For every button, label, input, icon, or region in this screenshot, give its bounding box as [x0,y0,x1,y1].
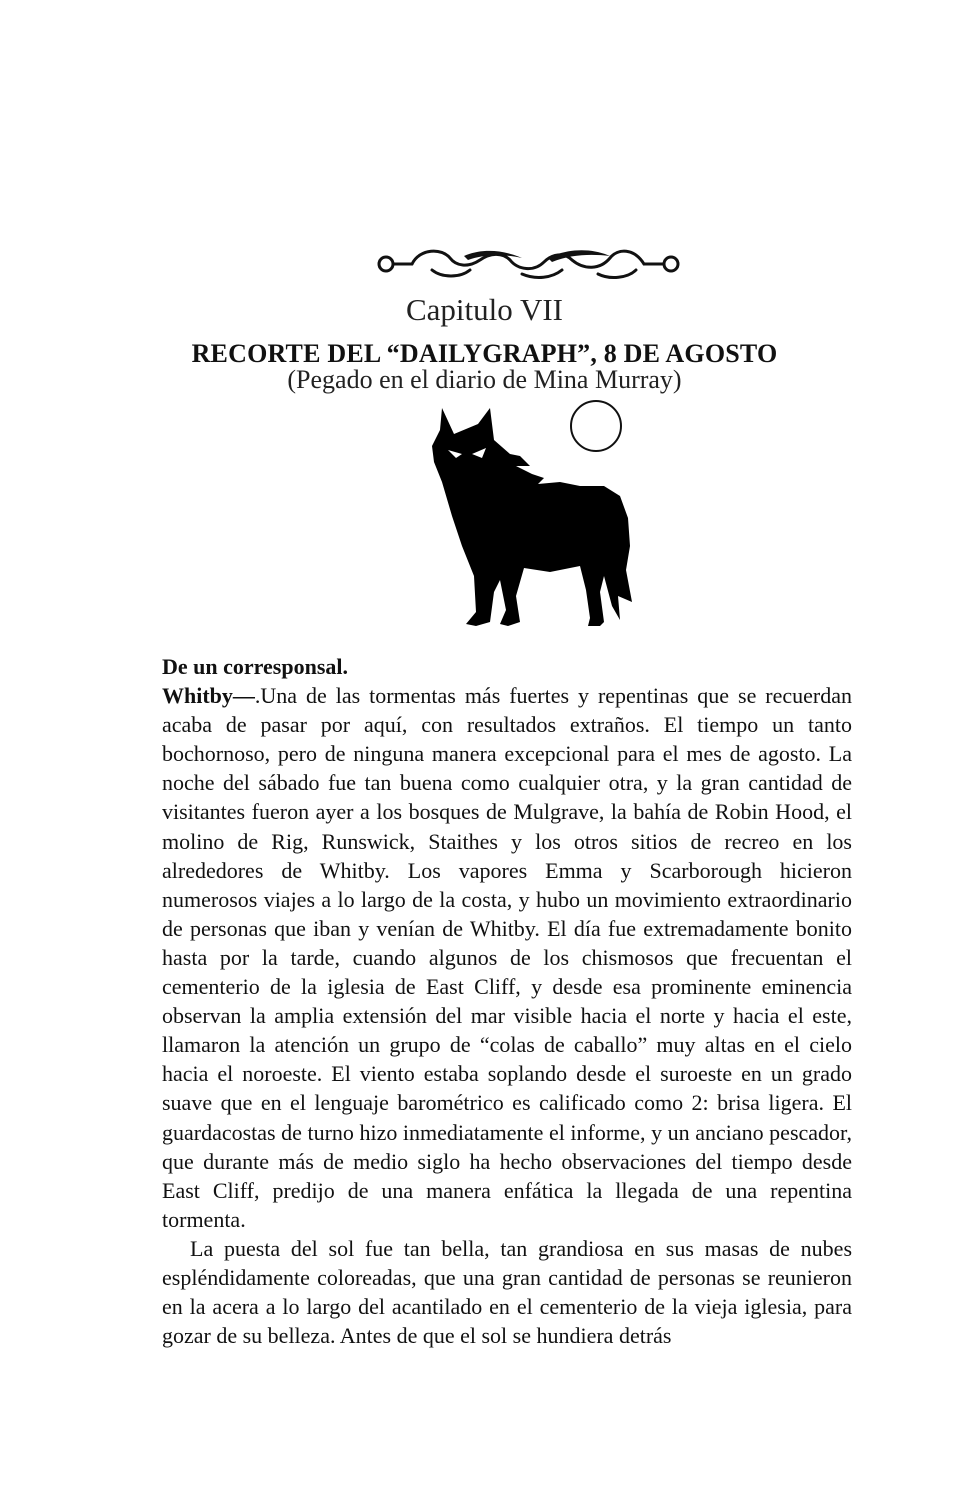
wolf-illustration [420,396,640,636]
wolf-silhouette-icon [432,408,632,626]
chapter-note: (Pegado en el diario de Mina Murray) [287,365,682,394]
byline: De un corresponsal. [162,654,348,679]
chapter-title: Capitulo VII [406,292,563,327]
scroll-flourish-icon [372,240,684,286]
chapter-subtitle: RECORTE DEL “DAILYGRAPH”, 8 DE AGOSTO [191,339,778,368]
moon-circle-icon [571,401,621,451]
paragraph-1-text: .Una de las tormentas más fuertes y repentinas que se recuerdan acaba de pasar por aquí, con resultados extraños. El tiempo un tanto bochornoso, pero de ninguna manera excepcional para el mes de agosto. La noche del sábado fue tan buena como cualquier otra, y la gran cantidad de visitantes fueron ayer a los bosques de Mulgrave, la bahía de Robin Hood, el molino de Rig, Runswick, Staithes y los otros sitios de recreo en los alrededores de Whitby. Los vapores Emma y Scarborough hicieron numerosos viajes a lo largo de la costa, y hubo un movimiento extraordinario de personas que iban y venían de Whitby. El día fue extremadamente bonito hasta por la tarde, cuando algunos de los chismosos que frecuentan el cementerio de la iglesia de East Cliff, y desde esa prominente eminencia observan la amplia extensión del mar visible hacia el norte y hacia el este, llamaron la atención un grupo de “colas de caballo” muy altas en el cielo hacia el noroeste. El viento estaba soplando desde el suroeste en un grado suave que en el lenguaje barométrico es calificado como 2: brisa ligera. El guardacostas de turno hizo inmediatamente el informe, y un anciano pescador, que durante más de medio siglo ha hecho observaciones del tiempo desde East Cliff, predijo de una manera enfática la llegada de una repentina tormenta. [162,683,852,1232]
paragraph-2: La puesta del sol fue tan bella, tan grandiosa en sus masas de nubes espléndidamente coloreadas, que una gran cantidad de personas se reunieron en la acera a lo largo del acantilado en el cementerio de la vieja iglesia, para gozar de su belleza. Antes de que el sol se hundiera detrás [162,1235,852,1349]
article-body [162,652,852,1350]
dateline-place: Whitby— [162,683,255,709]
paragraph-1 [162,681,852,1234]
